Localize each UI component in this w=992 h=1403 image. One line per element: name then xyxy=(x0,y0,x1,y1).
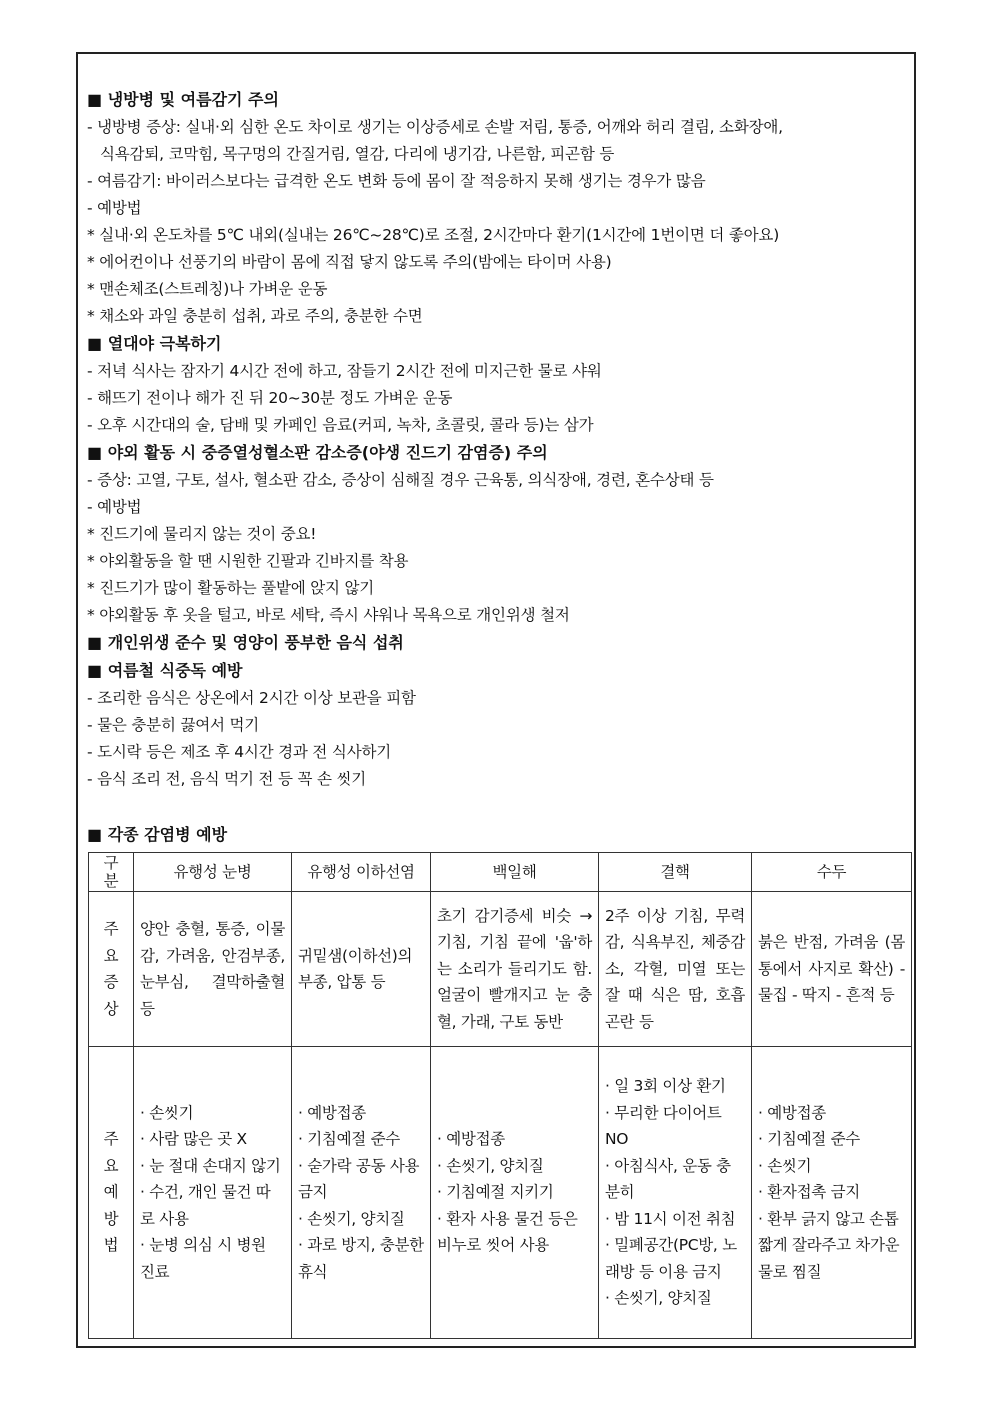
sfts-line: * 진드기에 물리지 않는 것이 중요! xyxy=(87,525,317,543)
prevention-item: · 사람 많은 곳 X xyxy=(140,1130,247,1149)
heading-cold: ■ 냉방병 및 여름감기 주의 xyxy=(87,90,279,109)
row-label-char: 방 xyxy=(103,1209,119,1228)
infection-table xyxy=(88,852,912,1339)
table-header-row xyxy=(89,853,912,892)
prevention-item: · 예방접종 xyxy=(437,1130,505,1149)
heading-tropical: ■ 열대야 극복하기 xyxy=(87,334,222,353)
header-cell: 결핵 xyxy=(599,853,752,892)
prevention-cell xyxy=(599,1047,752,1339)
symptom-cell: 붉은 반점, 가려움 (몸통에서 사지로 확산) - 물집 - 딱지 - 흔적 등 xyxy=(752,892,912,1047)
header-category xyxy=(89,853,134,892)
prevention-item: · 밤 11시 이전 취침 xyxy=(605,1209,736,1228)
tropical-line: - 해뜨기 전이나 해가 진 뒤 20~30분 정도 가벼운 운동 xyxy=(87,389,453,407)
prevention-row xyxy=(89,1047,912,1339)
row-label-char: 법 xyxy=(103,1236,119,1255)
sfts-line: * 야외활동을 할 땐 시원한 긴팔과 긴바지를 착용 xyxy=(87,552,409,570)
prevention-item: · 손씻기, 양치질 xyxy=(298,1209,405,1228)
prevention-item: · 무리한 다이어트 NO xyxy=(605,1103,722,1149)
sfts-line: - 증상: 고열, 구토, 설사, 혈소판 감소, 증상이 심해질 경우 근육통, 의식장애, 경련, 혼수상태 등 xyxy=(87,471,714,489)
prevention-item: · 환자접촉 금지 xyxy=(758,1183,860,1202)
prevention-item: · 기침예절 준수 xyxy=(758,1130,860,1149)
header-cell: 백일해 xyxy=(431,853,599,892)
prevention-item: · 숟가락 공동 사용 금지 xyxy=(298,1156,420,1202)
food-line: - 물은 충분히 끓여서 먹기 xyxy=(87,716,260,734)
row-label-char: 주 xyxy=(103,1130,119,1149)
spacer xyxy=(87,793,907,821)
header-category-label: 구분 xyxy=(103,854,119,890)
symptom-cell: 초기 감기증세 비슷 → 기침, 기침 끝에 '웁'하는 소리가 들리기도 함. 얼굴이 빨개지고 눈 충혈, 가래, 구토 동반 xyxy=(431,892,599,1047)
symptom-cell: 2주 이상 기침, 무력감, 식욕부진, 체중감소, 각혈, 미열 또는 잘 때 식은 땀, 호흡곤란 등 xyxy=(599,892,752,1047)
prevention-cell xyxy=(292,1047,431,1339)
row-label-char: 주 xyxy=(103,920,119,938)
prevention-item: · 과로 방지, 충분한 휴식 xyxy=(298,1236,424,1281)
prevention-item: · 예방접종 xyxy=(758,1103,826,1122)
cold-line: - 여름감기: 바이러스보다는 급격한 온도 변화 등에 몸이 잘 적응하지 못해 생기는 경우가 많음 xyxy=(87,172,706,190)
row-label-char: 예 xyxy=(103,1183,119,1202)
symptoms-row xyxy=(89,892,912,1047)
prevention-item: · 밀폐공간(PC방, 노래방 등 이용 금지 xyxy=(605,1236,737,1281)
heading-hygiene: ■ 개인위생 준수 및 영양이 풍부한 음식 섭취 xyxy=(87,633,404,652)
header-cell: 유행성 눈병 xyxy=(134,853,292,892)
heading-sfts: ■ 야외 활동 시 중증열성혈소판 감소증(야생 진드기 감염증) 주의 xyxy=(87,443,548,462)
prevention-item: · 일 3회 이상 환기 xyxy=(605,1077,726,1096)
prevention-item: · 기침예절 준수 xyxy=(298,1130,400,1149)
prevention-item: · 환자 사용 물건 등은 비누로 씻어 사용 xyxy=(437,1209,578,1255)
prevention-item: · 손씻기, 양치질 xyxy=(437,1156,544,1175)
cold-line: * 채소와 과일 충분히 섭취, 과로 주의, 충분한 수면 xyxy=(87,307,423,325)
cold-line: - 냉방병 증상: 실내·외 심한 온도 차이로 생기는 이상증세로 손발 저림, 통증, 어깨와 허리 결림, 소화장애, xyxy=(87,118,783,136)
sfts-line: * 진드기가 많이 활동하는 풀밭에 앉지 않기 xyxy=(87,579,375,597)
cold-line: * 맨손체조(스트레칭)나 가벼운 운동 xyxy=(87,280,328,298)
sfts-line: * 야외활동 후 옷을 털고, 바로 세탁, 즉시 샤워나 목욕으로 개인위생 철저 xyxy=(87,606,570,624)
row-label-symptoms xyxy=(89,892,134,1047)
row-label-char: 증 xyxy=(103,973,119,991)
prevention-item: · 눈병 의심 시 병원 진료 xyxy=(140,1236,266,1281)
prevention-item: · 손씻기 xyxy=(140,1103,194,1122)
heading-food: ■ 여름철 식중독 예방 xyxy=(87,661,243,680)
heading-infect: ■ 각종 감염병 예방 xyxy=(87,825,228,844)
document-frame xyxy=(76,52,916,1348)
prevention-item: · 환부 긁지 않고 손톱 짧게 잘라주고 차가운 물로 찜질 xyxy=(758,1209,900,1281)
prevention-item: · 손씻기 xyxy=(758,1156,812,1175)
cold-line: 식욕감퇴, 코막힘, 목구멍의 간질거림, 열감, 다리에 냉기감, 나른함, 피곤함 등 xyxy=(100,145,615,163)
cold-line: - 예방법 xyxy=(87,199,142,217)
row-label-char: 상 xyxy=(103,999,119,1018)
cold-line: * 에어컨이나 선풍기의 바람이 몸에 직접 닿지 않도록 주의(밤에는 타이머 사용) xyxy=(87,253,612,271)
symptom-cell: 귀밑샘(이하선)의 부종, 압통 등 xyxy=(292,892,431,1047)
prevention-item: · 손씻기, 양치질 xyxy=(605,1289,712,1308)
sfts-line: - 예방법 xyxy=(87,498,142,516)
symptom-cell: 양안 충혈, 통증, 이물감, 가려움, 안검부종, 눈부심, 결막하출혈 등 xyxy=(134,892,292,1047)
food-line: - 조리한 음식은 상온에서 2시간 이상 보관을 피함 xyxy=(87,689,416,707)
document-body xyxy=(87,86,907,849)
prevention-item: · 예방접종 xyxy=(298,1103,366,1122)
prevention-cell xyxy=(134,1047,292,1339)
food-line: - 도시락 등은 제조 후 4시간 경과 전 식사하기 xyxy=(87,743,392,761)
prevention-item: · 기침예절 지키기 xyxy=(437,1183,554,1202)
prevention-cell xyxy=(752,1047,912,1339)
row-label-char: 요 xyxy=(103,1156,119,1175)
tropical-line: - 저녁 식사는 잠자기 4시간 전에 하고, 잠들기 2시간 전에 미지근한 물로 샤워 xyxy=(87,362,602,380)
prevention-item: · 아침식사, 운동 충분히 xyxy=(605,1156,731,1202)
prevention-cell xyxy=(431,1047,599,1339)
food-line: - 음식 조리 전, 음식 먹기 전 등 꼭 손 씻기 xyxy=(87,770,366,788)
header-cell: 수두 xyxy=(752,853,912,892)
tropical-line: - 오후 시간대의 술, 담배 및 카페인 음료(커피, 녹차, 초콜릿, 콜라 등)는 삼가 xyxy=(87,416,594,434)
prevention-item: · 수건, 개인 물건 따로 사용 xyxy=(140,1183,271,1228)
header-cell: 유행성 이하선염 xyxy=(292,853,431,892)
cold-line: * 실내·외 온도차를 5℃ 내외(실내는 26℃~28℃)로 조절, 2시간마다 환기(1시간에 1번이면 더 좋아요) xyxy=(87,226,780,244)
prevention-item: · 눈 절대 손대지 않기 xyxy=(140,1156,281,1175)
row-label-char: 요 xyxy=(103,946,119,965)
row-label-prevention xyxy=(89,1047,134,1339)
